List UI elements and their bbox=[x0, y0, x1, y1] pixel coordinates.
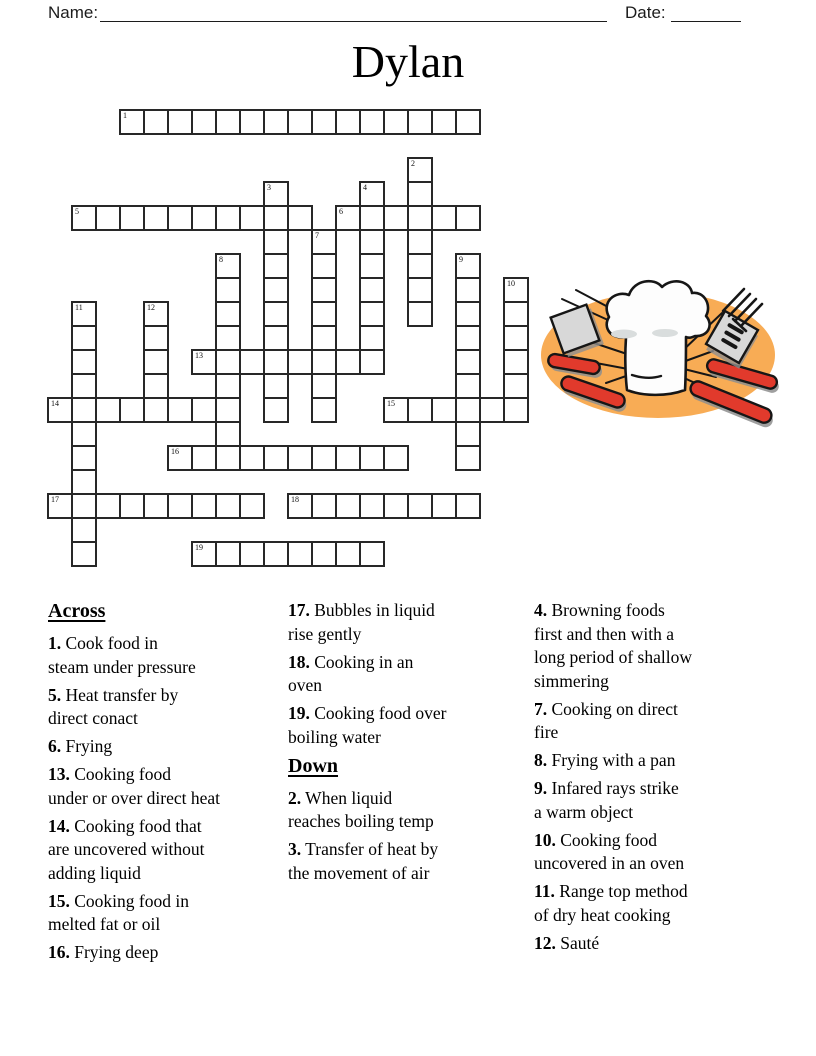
grid-cell[interactable] bbox=[95, 205, 121, 231]
grid-cell[interactable] bbox=[167, 445, 193, 471]
grid-cell[interactable] bbox=[71, 493, 97, 519]
grid-cell[interactable] bbox=[335, 541, 361, 567]
clue-number-label: 17. bbox=[288, 600, 310, 620]
grid-cell[interactable] bbox=[71, 469, 97, 495]
grid-cell[interactable] bbox=[311, 109, 337, 135]
grid-cell[interactable] bbox=[119, 205, 145, 231]
grid-cell[interactable] bbox=[335, 493, 361, 519]
grid-cell[interactable] bbox=[311, 301, 337, 327]
grid-cell[interactable] bbox=[239, 109, 265, 135]
grid-cell[interactable] bbox=[311, 397, 337, 423]
grid-cell[interactable] bbox=[359, 349, 385, 375]
clue-number-label: 13. bbox=[48, 764, 70, 784]
cell-number: 14 bbox=[51, 399, 59, 408]
grid-cell[interactable] bbox=[407, 229, 433, 255]
clue-item: 13. Cooking food under or over direct heat bbox=[48, 764, 221, 808]
grid-cell[interactable] bbox=[119, 397, 145, 423]
grid-cell[interactable] bbox=[167, 109, 193, 135]
grid-cell[interactable] bbox=[287, 349, 313, 375]
grid-cell[interactable] bbox=[263, 109, 289, 135]
cell-number: 12 bbox=[147, 303, 155, 312]
clue-number-label: 12. bbox=[534, 932, 556, 953]
cell-number: 2 bbox=[411, 159, 415, 168]
grid-cell[interactable] bbox=[71, 517, 97, 543]
grid-cell[interactable] bbox=[431, 109, 457, 135]
grid-cell[interactable] bbox=[191, 397, 217, 423]
grid-cell[interactable] bbox=[263, 397, 289, 423]
grid-cell[interactable] bbox=[503, 277, 529, 303]
grid-cell[interactable] bbox=[215, 277, 241, 303]
clue-number-label: 8. bbox=[534, 750, 548, 770]
cell-number: 8 bbox=[219, 255, 223, 264]
grid-cell[interactable] bbox=[119, 493, 145, 519]
grid-cell[interactable] bbox=[455, 493, 481, 519]
grid-cell[interactable] bbox=[503, 349, 529, 375]
clue-number-label: 5. bbox=[48, 684, 62, 705]
clue-number-label: 7. bbox=[534, 698, 548, 719]
grid-cell[interactable] bbox=[287, 493, 313, 519]
clue-item: 2. When liquid reaches boiling temp bbox=[288, 787, 434, 831]
clue-number-label: 14. bbox=[48, 815, 70, 836]
clue-item: 10. Cooking food uncovered in an oven bbox=[534, 829, 685, 873]
grid-cell[interactable] bbox=[263, 253, 289, 279]
grid-cell[interactable] bbox=[431, 205, 457, 231]
clue-item: 11. Range top method of dry heat cooking bbox=[534, 881, 688, 925]
grid-cell[interactable] bbox=[311, 253, 337, 279]
grid-cell[interactable] bbox=[359, 277, 385, 303]
grid-cell[interactable] bbox=[47, 493, 73, 519]
clue-heading-across: Across bbox=[48, 600, 106, 622]
grid-cell[interactable] bbox=[71, 397, 97, 423]
grid-cell[interactable] bbox=[407, 205, 433, 231]
grid-cell[interactable] bbox=[383, 445, 409, 471]
cell-number: 9 bbox=[459, 255, 463, 264]
clue-column bbox=[534, 599, 776, 960]
clue-item: 3. Transfer of heat by the movement of air bbox=[288, 839, 439, 883]
grid-cell[interactable] bbox=[263, 229, 289, 255]
grid-cell[interactable] bbox=[407, 157, 433, 183]
clue-item: 6. Frying bbox=[48, 736, 113, 756]
grid-cell[interactable] bbox=[263, 181, 289, 207]
grid-cell[interactable] bbox=[239, 541, 265, 567]
clue-item: 4. Browning foods first and then with a long period of shallow simmering bbox=[534, 600, 692, 691]
grid-cell[interactable] bbox=[215, 421, 241, 447]
clue-number-label: 11. bbox=[534, 881, 555, 901]
grid-cell[interactable] bbox=[479, 397, 505, 423]
grid-cell[interactable] bbox=[311, 229, 337, 255]
grid-cell[interactable] bbox=[215, 349, 241, 375]
clue-column bbox=[48, 599, 290, 969]
grid-cell[interactable] bbox=[143, 373, 169, 399]
grid-cell[interactable] bbox=[71, 541, 97, 567]
grid-cell[interactable] bbox=[143, 397, 169, 423]
grid-cell[interactable] bbox=[311, 493, 337, 519]
grid-cell[interactable] bbox=[263, 445, 289, 471]
cell-number: 18 bbox=[291, 495, 299, 504]
grid-cell[interactable] bbox=[359, 325, 385, 351]
name-label: Name: bbox=[48, 3, 99, 22]
clue-item: 12. Sauté bbox=[534, 932, 600, 953]
clue-item: 19. Cooking food over boiling water bbox=[288, 703, 447, 747]
grid-cell[interactable] bbox=[287, 445, 313, 471]
grid-cell[interactable] bbox=[143, 109, 169, 135]
grid-cell[interactable] bbox=[311, 277, 337, 303]
grid-cell[interactable] bbox=[407, 181, 433, 207]
grid-cell[interactable] bbox=[215, 109, 241, 135]
grid-cell[interactable] bbox=[287, 205, 313, 231]
grid-cell[interactable] bbox=[383, 493, 409, 519]
clue-number-label: 15. bbox=[48, 890, 70, 911]
grid-cell[interactable] bbox=[191, 541, 217, 567]
grid-cell[interactable] bbox=[215, 445, 241, 471]
grid-cell[interactable] bbox=[407, 301, 433, 327]
grid-cell[interactable] bbox=[191, 349, 217, 375]
grid-cell[interactable] bbox=[263, 205, 289, 231]
grid-cell[interactable] bbox=[263, 301, 289, 327]
grid-cell[interactable] bbox=[311, 325, 337, 351]
grid-cell[interactable] bbox=[215, 301, 241, 327]
grid-cell[interactable] bbox=[71, 205, 97, 231]
clue-number-label: 18. bbox=[288, 651, 310, 672]
grid-cell[interactable] bbox=[167, 397, 193, 423]
clue-item: 14. Cooking food that are uncovered without adding liquid bbox=[48, 815, 205, 883]
grid-cell[interactable] bbox=[503, 325, 529, 351]
grid-cell[interactable] bbox=[263, 349, 289, 375]
grid-cell[interactable] bbox=[143, 205, 169, 231]
grid-cell[interactable] bbox=[455, 301, 481, 327]
grid-cell[interactable] bbox=[431, 397, 457, 423]
grid-cell[interactable] bbox=[191, 445, 217, 471]
grid-cell[interactable] bbox=[287, 541, 313, 567]
clue-number-label: 4. bbox=[534, 600, 548, 620]
grid-cell[interactable] bbox=[335, 349, 361, 375]
clue-number-label: 6. bbox=[48, 736, 62, 756]
grid-cell[interactable] bbox=[383, 397, 409, 423]
grid-cell[interactable] bbox=[407, 109, 433, 135]
clue-item: 17. Bubbles in liquid rise gently bbox=[288, 600, 435, 644]
grid-cell[interactable] bbox=[455, 421, 481, 447]
grid-cell[interactable] bbox=[215, 373, 241, 399]
grid-cell[interactable] bbox=[335, 445, 361, 471]
grid-cell[interactable] bbox=[311, 541, 337, 567]
cell-number: 13 bbox=[195, 351, 203, 360]
grid-cell[interactable] bbox=[95, 493, 121, 519]
grid-cell[interactable] bbox=[119, 109, 145, 135]
grid-cell[interactable] bbox=[239, 349, 265, 375]
grid-cell[interactable] bbox=[359, 109, 385, 135]
grid-cell[interactable] bbox=[239, 445, 265, 471]
clue-number-label: 19. bbox=[288, 703, 310, 723]
date-label: Date: bbox=[625, 3, 666, 22]
grid-cell[interactable] bbox=[215, 397, 241, 423]
grid-cell[interactable] bbox=[503, 301, 529, 327]
clue-item: 9. Infared rays strike a warm object bbox=[534, 778, 679, 822]
grid-cell[interactable] bbox=[359, 541, 385, 567]
grid-cell[interactable] bbox=[71, 373, 97, 399]
grid-cell[interactable] bbox=[455, 397, 481, 423]
grid-cell[interactable] bbox=[455, 109, 481, 135]
clue-number-label: 9. bbox=[534, 778, 548, 798]
cell-number: 1 bbox=[123, 111, 127, 120]
grid-cell[interactable] bbox=[71, 445, 97, 471]
clue-column bbox=[288, 599, 530, 890]
clue-item: 8. Frying with a pan bbox=[534, 750, 676, 770]
grid-cell[interactable] bbox=[143, 325, 169, 351]
grid-cell[interactable] bbox=[143, 493, 169, 519]
cell-number: 3 bbox=[267, 183, 271, 192]
grid-cell[interactable] bbox=[215, 493, 241, 519]
grid-cell[interactable] bbox=[191, 205, 217, 231]
clue-item: 1. Cook food in steam under pressure bbox=[48, 633, 196, 677]
name-answer-line[interactable] bbox=[100, 20, 607, 22]
grid-cell[interactable] bbox=[503, 397, 529, 423]
grid-cell[interactable] bbox=[359, 181, 385, 207]
grid-cell[interactable] bbox=[215, 325, 241, 351]
clue-number-label: 1. bbox=[48, 633, 62, 653]
grid-cell[interactable] bbox=[407, 277, 433, 303]
grid-cell[interactable] bbox=[455, 325, 481, 351]
clue-item: 16. Frying deep bbox=[48, 942, 159, 962]
grid-cell[interactable] bbox=[239, 493, 265, 519]
grid-cell[interactable] bbox=[455, 349, 481, 375]
grid-cell[interactable] bbox=[95, 397, 121, 423]
grid-cell[interactable] bbox=[407, 397, 433, 423]
grid-cell[interactable] bbox=[47, 397, 73, 423]
cell-number: 19 bbox=[195, 543, 203, 552]
grid-cell[interactable] bbox=[503, 373, 529, 399]
grid-cell[interactable] bbox=[143, 349, 169, 375]
grid-cell[interactable] bbox=[311, 349, 337, 375]
grid-cell[interactable] bbox=[335, 205, 361, 231]
grid-cell[interactable] bbox=[359, 253, 385, 279]
grid-cell[interactable] bbox=[359, 229, 385, 255]
clue-heading-down: Down bbox=[288, 754, 339, 777]
cell-number: 10 bbox=[507, 279, 515, 288]
grid-cell[interactable] bbox=[263, 325, 289, 351]
grid-cell[interactable] bbox=[383, 205, 409, 231]
grid-cell[interactable] bbox=[359, 445, 385, 471]
grid-cell[interactable] bbox=[311, 373, 337, 399]
grid-cell[interactable] bbox=[215, 253, 241, 279]
clue-number-label: 2. bbox=[288, 787, 302, 808]
chef-hat-utensils-clipart bbox=[530, 273, 780, 441]
clue-item: 7. Cooking on direct fire bbox=[534, 698, 678, 742]
grid-cell[interactable] bbox=[143, 301, 169, 327]
grid-cell[interactable] bbox=[71, 421, 97, 447]
grid-cell[interactable] bbox=[455, 445, 481, 471]
grid-cell[interactable] bbox=[359, 301, 385, 327]
grid-cell[interactable] bbox=[263, 277, 289, 303]
cell-number: 5 bbox=[75, 207, 79, 216]
grid-cell[interactable] bbox=[455, 277, 481, 303]
grid-cell[interactable] bbox=[407, 493, 433, 519]
grid-cell[interactable] bbox=[455, 253, 481, 279]
grid-cell[interactable] bbox=[167, 493, 193, 519]
date-answer-line[interactable] bbox=[671, 20, 741, 22]
cell-number: 6 bbox=[339, 207, 343, 216]
clue-item: 18. Cooking in an oven bbox=[288, 651, 414, 695]
grid-cell[interactable] bbox=[167, 205, 193, 231]
grid-cell[interactable] bbox=[455, 373, 481, 399]
clue-number-label: 3. bbox=[288, 839, 302, 859]
grid-cell[interactable] bbox=[215, 205, 241, 231]
grid-cell[interactable] bbox=[263, 541, 289, 567]
grid-cell[interactable] bbox=[287, 109, 313, 135]
grid-cell[interactable] bbox=[191, 493, 217, 519]
cell-number: 15 bbox=[387, 399, 395, 408]
puzzle-title: Dylan bbox=[351, 36, 465, 87]
grid-cell[interactable] bbox=[71, 349, 97, 375]
grid-cell[interactable] bbox=[71, 325, 97, 351]
cell-number: 16 bbox=[171, 447, 179, 456]
cell-number: 17 bbox=[51, 495, 59, 504]
grid-cell[interactable] bbox=[359, 493, 385, 519]
grid-cell[interactable] bbox=[215, 541, 241, 567]
grid-cell[interactable] bbox=[383, 109, 409, 135]
clue-item: 15. Cooking food in melted fat or oil bbox=[48, 890, 189, 934]
cell-number: 4 bbox=[363, 183, 367, 192]
grid-cell[interactable] bbox=[455, 205, 481, 231]
grid-cell[interactable] bbox=[263, 373, 289, 399]
clue-number-label: 10. bbox=[534, 829, 556, 850]
cell-number: 11 bbox=[75, 303, 83, 312]
grid-cell[interactable] bbox=[239, 205, 265, 231]
grid-cell[interactable] bbox=[431, 493, 457, 519]
grid-cell[interactable] bbox=[311, 445, 337, 471]
grid-cell[interactable] bbox=[407, 253, 433, 279]
grid-cell[interactable] bbox=[359, 205, 385, 231]
clue-item: 5. Heat transfer by direct conact bbox=[48, 684, 179, 728]
cell-number: 7 bbox=[315, 231, 319, 240]
clue-number-label: 16. bbox=[48, 942, 70, 962]
grid-cell[interactable] bbox=[335, 109, 361, 135]
grid-cell[interactable] bbox=[71, 301, 97, 327]
grid-cell[interactable] bbox=[191, 109, 217, 135]
